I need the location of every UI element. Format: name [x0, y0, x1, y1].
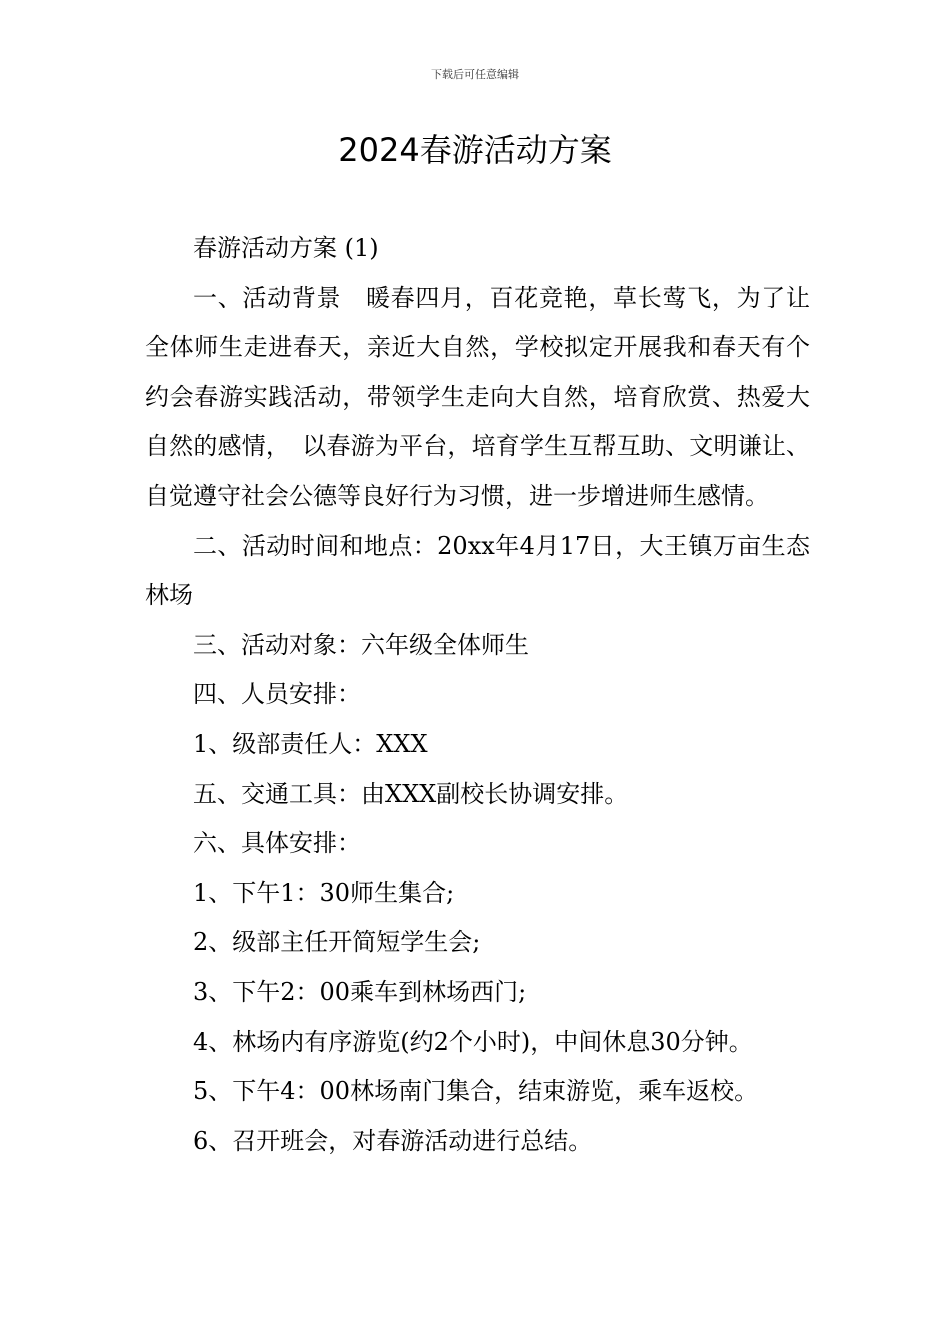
- paragraph-schedule-item-4: 4、林场内有序游览(约2个小时)，中间休息30分钟。: [193, 1027, 753, 1056]
- document-body: [145, 224, 810, 1166]
- paragraph-staffing-item-1: 1、级部责任人：XXX: [193, 729, 428, 758]
- paragraph-schedule-item-5: 5、下午4：00林场南门集合，结束游览，乘车返校。: [193, 1077, 759, 1106]
- paragraph-schedule-item-6: 6、召开班会，对春游活动进行总结。: [193, 1126, 593, 1155]
- paragraph-schedule-item-3: 3、下午2：00乘车到林场西门;: [193, 977, 527, 1006]
- paragraph-schedule: 六、具体安排：: [193, 829, 361, 858]
- paragraph-background: 一、活动背景 暖春四月，百花竞艳，草长莺飞，为了让全体师生走进春天，亲近大自然，学校拟定开展我和春天有个约会春游实践活动，带领学生走向大自然，培育欣赏、热爱大自然的感情， 以春游为平台，培育学生互帮互助、文明谦让、自觉遵守社会公德等良好行为习惯，进一步增进师生感情。: [145, 283, 810, 510]
- paragraph-time-place: 二、活动时间和地点：20xx年4月17日，大王镇万亩生态林场: [145, 531, 810, 610]
- paragraph-transport: 五、交通工具：由XXX副校长协调安排。: [193, 779, 629, 808]
- paragraph-schedule-item-1: 1、下午1：30师生集合;: [193, 878, 455, 907]
- document-title: 2024春游活动方案: [338, 131, 612, 169]
- paragraph-heading: 春游活动方案 (1): [193, 234, 379, 262]
- paragraph-schedule-item-2: 2、级部主任开简短学生会;: [193, 928, 481, 957]
- header-note: 下载后可任意编辑: [431, 68, 519, 81]
- paragraph-staffing: 四、人员安排：: [193, 680, 361, 709]
- paragraph-participants: 三、活动对象：六年级全体师生: [193, 630, 529, 659]
